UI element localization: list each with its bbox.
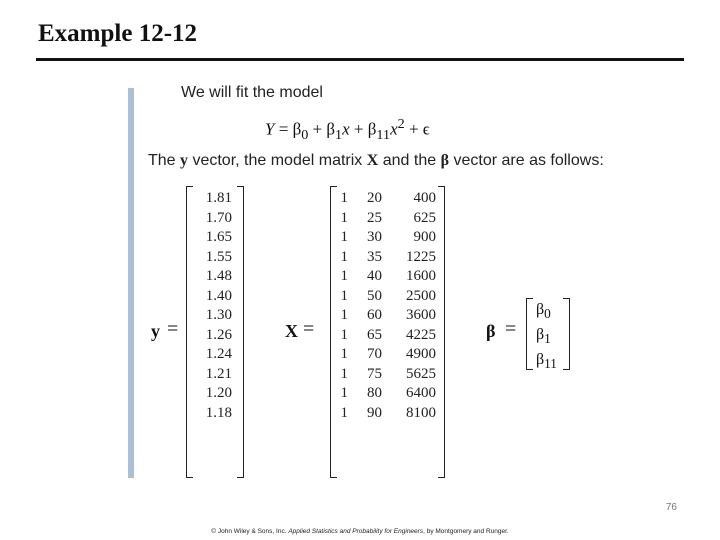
y-equals: = <box>167 318 179 340</box>
x-intercept-value: 1 <box>340 307 348 323</box>
x-value: 25 <box>367 209 382 226</box>
X-equals: = <box>303 318 315 340</box>
x-intercept-value: 1 <box>340 209 348 226</box>
beta-1: β <box>326 119 336 139</box>
beta-entry-symbol: β <box>536 326 545 343</box>
beta-entry <box>536 322 557 347</box>
X-right-bracket <box>438 186 445 478</box>
y-value: 1.24 <box>205 346 232 362</box>
epsilon: ϵ <box>422 119 430 139</box>
beta-0: β <box>292 119 302 139</box>
beta-entry <box>536 347 557 372</box>
beta-equals: = <box>505 318 517 340</box>
beta-entry-subscript: 1 <box>544 331 551 347</box>
desc-y: y <box>180 152 189 169</box>
x-intercept-value: 1 <box>340 326 348 343</box>
desc-part1: The <box>148 152 181 169</box>
beta-entry-symbol: β <box>536 301 545 318</box>
copyright-footer <box>0 528 720 535</box>
desc-part2: vector, the model matrix <box>188 152 367 169</box>
vector-description <box>148 152 604 170</box>
model-lhs: Y <box>265 119 275 139</box>
beta-entry-subscript: 0 <box>544 306 551 322</box>
x-squared-value: 625 <box>413 209 436 226</box>
footer-pre: © John Wiley & Sons, Inc. <box>211 528 289 535</box>
y-left-bracket <box>186 186 193 478</box>
title-divider <box>36 58 684 61</box>
y-value: 1.48 <box>205 268 232 284</box>
x-squared-value: 400 <box>413 190 436 206</box>
y-values <box>196 189 232 423</box>
x-value: 50 <box>367 287 382 304</box>
x-intercept-value: 1 <box>340 346 348 362</box>
plus-1: + <box>308 119 327 139</box>
beta-left-bracket <box>526 298 533 370</box>
x-squared-value: 4900 <box>406 346 436 362</box>
desc-part4: vector are as follows: <box>449 152 604 169</box>
slide-title: Example 12-12 <box>38 20 198 47</box>
x-intercept-value: 1 <box>340 404 348 421</box>
x-intercept-value: 1 <box>340 385 348 401</box>
x-intercept-value: 1 <box>340 248 348 265</box>
desc-X: X <box>366 152 379 169</box>
y-value: 1.21 <box>205 365 232 382</box>
y-value: 1.30 <box>205 307 232 323</box>
desc-beta: β <box>440 152 450 169</box>
model-equation <box>265 116 430 144</box>
intro-text: We will fit the model <box>181 84 323 101</box>
beta-entry-symbol: β <box>536 351 545 368</box>
X-column-intercept <box>336 189 348 423</box>
x-value: 30 <box>367 229 382 245</box>
x-intercept-value: 1 <box>340 287 348 304</box>
x-intercept-value: 1 <box>340 229 348 245</box>
beta-entry-subscript: 11 <box>544 356 557 372</box>
beta-label: β <box>486 321 496 341</box>
x-squared-value: 1600 <box>406 268 436 284</box>
x-squared-value: 4225 <box>406 326 436 343</box>
x-value: 35 <box>367 248 382 265</box>
x-term: x <box>342 119 350 139</box>
x-intercept-value: 1 <box>340 190 348 206</box>
footer-book: Applied Statistics and Probability for Engineers <box>288 528 424 535</box>
X-column-x-squared <box>396 189 436 423</box>
x-value: 70 <box>367 346 382 362</box>
y-value: 1.65 <box>205 229 232 245</box>
x-squared-value: 900 <box>413 229 436 245</box>
beta-1-sub: 1 <box>335 127 343 144</box>
x-intercept-value: 1 <box>340 268 348 284</box>
x-squared-term: x <box>390 119 398 139</box>
x-value: 20 <box>367 190 382 206</box>
x-squared-sup: 2 <box>397 116 405 132</box>
y-right-bracket <box>237 186 244 478</box>
y-value: 1.40 <box>205 287 232 304</box>
x-value: 60 <box>367 307 382 323</box>
x-value: 75 <box>367 365 382 382</box>
x-value: 65 <box>367 326 382 343</box>
x-squared-value: 5625 <box>406 365 436 382</box>
beta-0-sub: 0 <box>301 127 309 144</box>
y-value: 1.26 <box>205 326 232 343</box>
footer-post: , by Montgomery and Runger. <box>423 528 509 535</box>
y-value: 1.70 <box>205 209 232 226</box>
beta-entries <box>536 297 557 372</box>
x-value: 90 <box>367 404 382 421</box>
x-squared-value: 6400 <box>406 385 436 401</box>
plus-2: + <box>349 119 368 139</box>
y-value: 1.18 <box>205 404 232 421</box>
x-value: 40 <box>367 268 382 284</box>
plus-3: + <box>404 119 423 139</box>
beta-entry <box>536 297 557 322</box>
page-number: 76 <box>665 502 677 513</box>
y-value: 1.20 <box>205 385 232 401</box>
beta-11: β <box>367 119 377 139</box>
x-squared-value: 2500 <box>406 287 436 304</box>
X-column-x <box>360 189 382 423</box>
X-label: X <box>285 321 298 341</box>
x-value: 80 <box>367 385 382 401</box>
x-intercept-value: 1 <box>340 365 348 382</box>
x-squared-value: 8100 <box>406 404 436 421</box>
y-value: 1.81 <box>205 190 232 206</box>
beta-right-bracket <box>563 298 570 370</box>
desc-part3: and the <box>378 152 441 169</box>
y-label: y <box>151 321 160 341</box>
accent-bar <box>128 88 134 478</box>
y-value: 1.55 <box>205 248 232 265</box>
beta-11-sub: 11 <box>376 127 391 144</box>
model-eq: = <box>274 119 293 139</box>
x-squared-value: 1225 <box>406 248 436 265</box>
x-squared-value: 3600 <box>406 307 436 323</box>
